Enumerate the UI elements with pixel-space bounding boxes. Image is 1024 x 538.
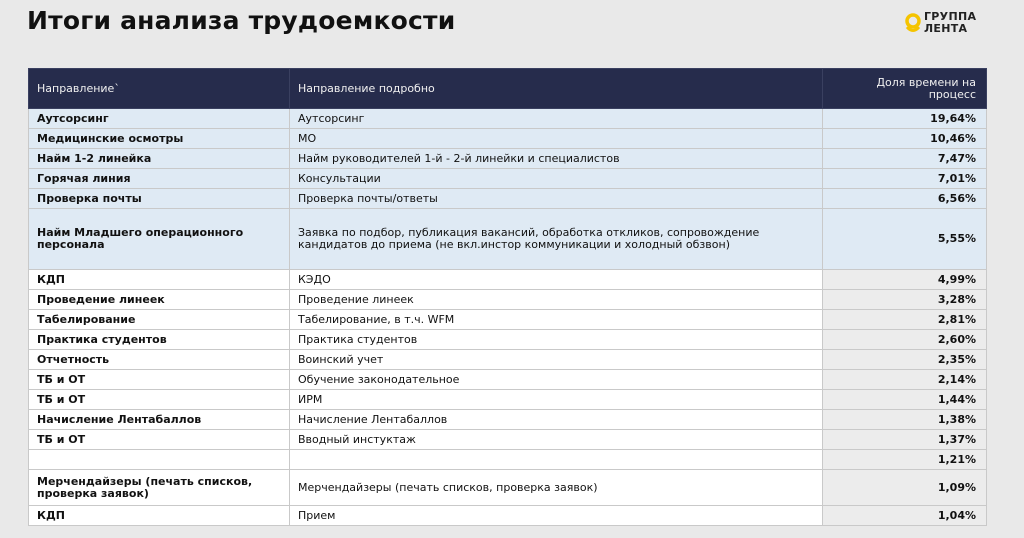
cell-direction: ТБ и ОТ [29, 370, 290, 390]
table-row [29, 270, 987, 290]
cell-share: 4,99% [823, 270, 987, 290]
cell-direction: КДП [29, 270, 290, 290]
page-title: Итоги анализа трудоемкости [27, 6, 456, 35]
column-header-time-share: Доля времени на процесс [823, 69, 987, 109]
table-row [29, 390, 987, 410]
cell-share: 2,81% [823, 310, 987, 330]
cell-detail: Проверка почты/ответы [290, 189, 823, 209]
cell-direction [29, 450, 290, 470]
cell-direction: Отчетность [29, 350, 290, 370]
lenta-logo-icon [904, 13, 922, 35]
cell-detail: Практика студентов [290, 330, 823, 350]
table-row [29, 129, 987, 149]
cell-detail: Мерчендайзеры (печать списков, проверка заявок) [290, 470, 823, 506]
cell-share: 10,46% [823, 129, 987, 149]
cell-direction: Найм 1-2 линейка [29, 149, 290, 169]
table-row [29, 350, 987, 370]
cell-detail: Начисление Лентабаллов [290, 410, 823, 430]
cell-detail: Обучение законодательное [290, 370, 823, 390]
cell-detail: Вводный инстуктаж [290, 430, 823, 450]
cell-share: 1,37% [823, 430, 987, 450]
cell-direction: Начисление Лентабаллов [29, 410, 290, 430]
table-row [29, 109, 987, 129]
cell-detail: Воинский учет [290, 350, 823, 370]
cell-share: 1,44% [823, 390, 987, 410]
cell-direction: Найм Младшего операционного персонала [29, 209, 290, 270]
table-row [29, 450, 987, 470]
table-row [29, 410, 987, 430]
table-row [29, 290, 987, 310]
cell-detail: МО [290, 129, 823, 149]
table-row [29, 330, 987, 350]
cell-detail: Табелирование, в т.ч. WFM [290, 310, 823, 330]
cell-detail: Заявка по подбор, публикация вакансий, обработка откликов, сопровождение кандидатов до приема (не вкл.инстор коммуникации и холодный обзвон) [290, 209, 823, 270]
cell-share: 1,04% [823, 506, 987, 526]
cell-direction: Табелирование [29, 310, 290, 330]
brand-logo [904, 11, 988, 39]
cell-detail: Найм руководителей 1-й - 2-й линейки и специалистов [290, 149, 823, 169]
table-row [29, 209, 987, 270]
cell-detail: Прием [290, 506, 823, 526]
cell-share: 3,28% [823, 290, 987, 310]
table-row [29, 169, 987, 189]
cell-detail: Проведение линеек [290, 290, 823, 310]
labor-analysis-table [28, 68, 987, 526]
column-header-detail: Направление подробно [290, 69, 823, 109]
cell-detail: ИРМ [290, 390, 823, 410]
cell-direction: Горячая линия [29, 169, 290, 189]
cell-direction: Аутсорсинг [29, 109, 290, 129]
cell-detail [290, 450, 823, 470]
cell-direction: Практика студентов [29, 330, 290, 350]
cell-direction: Мерчендайзеры (печать списков, проверка заявок) [29, 470, 290, 506]
table-row [29, 189, 987, 209]
cell-detail: Консультации [290, 169, 823, 189]
cell-share: 19,64% [823, 109, 987, 129]
table-row [29, 506, 987, 526]
table-row [29, 370, 987, 390]
logo-text-line1: ГРУППА [924, 10, 977, 23]
cell-direction: ТБ и ОТ [29, 390, 290, 410]
table-row [29, 310, 987, 330]
cell-share: 2,35% [823, 350, 987, 370]
cell-direction: КДП [29, 506, 290, 526]
cell-detail: Аутсорсинг [290, 109, 823, 129]
table-row [29, 149, 987, 169]
cell-direction: Проведение линеек [29, 290, 290, 310]
cell-direction: ТБ и ОТ [29, 430, 290, 450]
cell-share: 2,14% [823, 370, 987, 390]
cell-share: 1,21% [823, 450, 987, 470]
column-header-direction: Направление` [29, 69, 290, 109]
logo-text-line2: ЛЕНТА [924, 22, 968, 35]
cell-share: 1,38% [823, 410, 987, 430]
cell-share: 7,01% [823, 169, 987, 189]
cell-share: 2,60% [823, 330, 987, 350]
cell-share: 6,56% [823, 189, 987, 209]
table-row [29, 430, 987, 450]
cell-direction: Медицинские осмотры [29, 129, 290, 149]
cell-share: 7,47% [823, 149, 987, 169]
table-header-row [29, 69, 987, 109]
cell-share: 5,55% [823, 209, 987, 270]
cell-detail: КЭДО [290, 270, 823, 290]
cell-share: 1,09% [823, 470, 987, 506]
cell-direction: Проверка почты [29, 189, 290, 209]
table-row [29, 470, 987, 506]
